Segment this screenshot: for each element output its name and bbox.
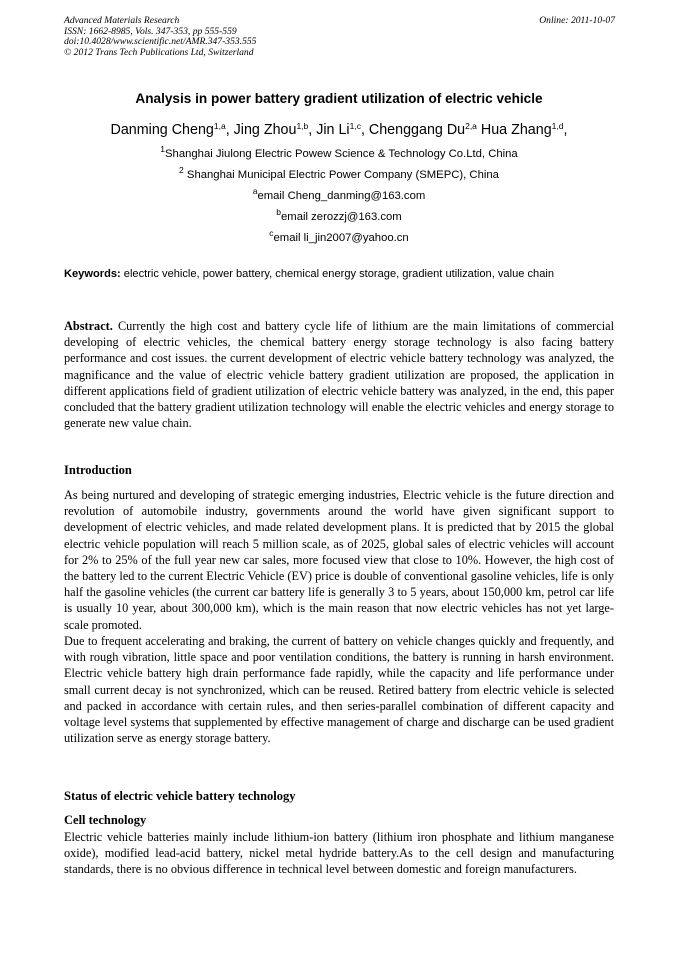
author-name: Hua Zhang — [480, 122, 552, 138]
email-a — [40, 186, 638, 202]
author-affiliation-mark: 1,a — [213, 121, 226, 131]
affiliation-mark: 1 — [160, 144, 165, 154]
section-heading-introduction: Introduction — [64, 463, 132, 477]
email-mark: b — [276, 207, 281, 217]
affiliation-text: Shanghai Jiulong Electric Powew Science & Technology Co.Ltd, China — [165, 148, 518, 160]
author-affiliation-mark: 1,b — [296, 121, 309, 131]
abstract-label: Abstract. — [64, 319, 113, 333]
affiliation-2 — [40, 165, 638, 181]
affiliation-mark: 2 — [179, 165, 184, 175]
author-affiliation-mark: 1,d — [551, 121, 564, 131]
author-separator: , — [308, 122, 317, 138]
email-mark: c — [269, 228, 274, 238]
issn-line: ISSN: 1662-8985, Vols. 347-353, pp 555-559 — [64, 25, 237, 37]
paper-title: Analysis in power battery gradient utilization of electric vehicle — [135, 91, 543, 106]
author-name: Danming Cheng — [110, 122, 214, 138]
author-separator: , — [563, 122, 568, 138]
cell-paragraph-1: Electric vehicle batteries mainly include lithium-ion battery (lithium iron phosphate and lithium manganese oxide), modified lead-acid battery, nickel metal hydride battery.As to the cell design and manufacturing standards, there is no obvious difference in technical level between domestic and foreign manufacturers. — [64, 830, 614, 877]
introduction-paragraph-2: Due to frequent accelerating and braking, the current of battery on vehicle changes quickly and frequently, and with rough vibration, little space and poor ventilation conditions, the battery is running in harsh environment. Electric vehicle battery high drain performance fade rapidly, while the capacity and life performance under small current decay is not synchronized, which can be reused. Retired battery from electric vehicle is selected and packed in accordance with certain rules, and then series-parallel combination of different capacity and voltage level systems that supplemented by effective management of charge and discharge can be used gradient utilization serve as energy storage battery. — [64, 634, 614, 746]
affiliation-text: Shanghai Municipal Electric Power Company (SMEPC), China — [183, 169, 499, 181]
abstract-block — [64, 318, 614, 431]
author-separator: , — [360, 122, 369, 138]
keywords-label: Keywords: — [64, 268, 121, 280]
affiliation-1 — [40, 144, 638, 160]
journal-name: Advanced Materials Research — [64, 15, 180, 26]
author-affiliation-mark: 2,a — [465, 121, 477, 131]
keywords-text: electric vehicle, power battery, chemical energy storage, gradient utilization, value chain — [120, 268, 555, 280]
online-date: Online: 2011-10-07 — [539, 15, 615, 26]
subsection-heading-cell: Cell technology — [64, 813, 147, 827]
author-separator: , — [225, 122, 234, 138]
abstract-text: Currently the high cost and battery cycle life of lithium are the main limitations of commercial developing of electric vehicles, the chemical battery energy storage technology is also facing battery performance and cost issues. the current development of electric vehicle battery technology was analyzed, the magnificance and the value of electric vehicle battery gradient utilization are proposed, the application in different applications field of gradient utilization of electric vehicle battery was analyzed, in the end, this paper concluded that the battery gradient utilization technology will enable the electric vehicles and energy storage to generate new value chain. — [64, 319, 614, 431]
email-text: email li_jin2007@yahoo.cn — [273, 232, 409, 244]
author-affiliation-mark: 1,c — [349, 121, 361, 131]
section-heading-status: Status of electric vehicle battery technology — [64, 789, 296, 803]
author-name: Chenggang Du — [368, 122, 466, 138]
author-list — [30, 122, 648, 138]
journal-info — [64, 16, 256, 58]
introduction-paragraph-1: As being nurtured and developing of strategic emerging industries, Electric vehicle is the future direction and revolution of automobile industry, governments around the world have given significant support to development of electric vehicles, and made related development plans. It is predicted that by 2015 the global electric vehicle population will reach 5 million scale, as of 2025, global sales of electric vehicles will account for 2% to 25% of the full year new car sales, more focused view that close to 10%. However, the high cost of the battery led to the current Electric Vehicle (EV) price is double of conventional gasoline vehicles, life is only half the gasoline vehicles (the current car battery life is generally 3 to 5 years, about 150,000 km, petrol car life is usually 10 year, about 300,000 km), which is the main reason that now electric vehicles has not yet large-scale promoted. — [64, 488, 614, 632]
email-text: email Cheng_danming@163.com — [257, 190, 426, 202]
copyright-line: © 2012 Trans Tech Publications Ltd, Switzerland — [64, 46, 254, 58]
author-name: Jing Zhou — [233, 122, 297, 138]
email-c — [40, 228, 638, 244]
keywords-block — [64, 267, 614, 282]
email-b — [40, 207, 638, 223]
author-name: Jin Li — [316, 122, 350, 138]
email-mark: a — [252, 186, 258, 196]
email-text: email zerozzj@163.com — [281, 211, 402, 223]
doi-line: doi:10.4028/www.scientific.net/AMR.347-353.555 — [64, 36, 257, 48]
